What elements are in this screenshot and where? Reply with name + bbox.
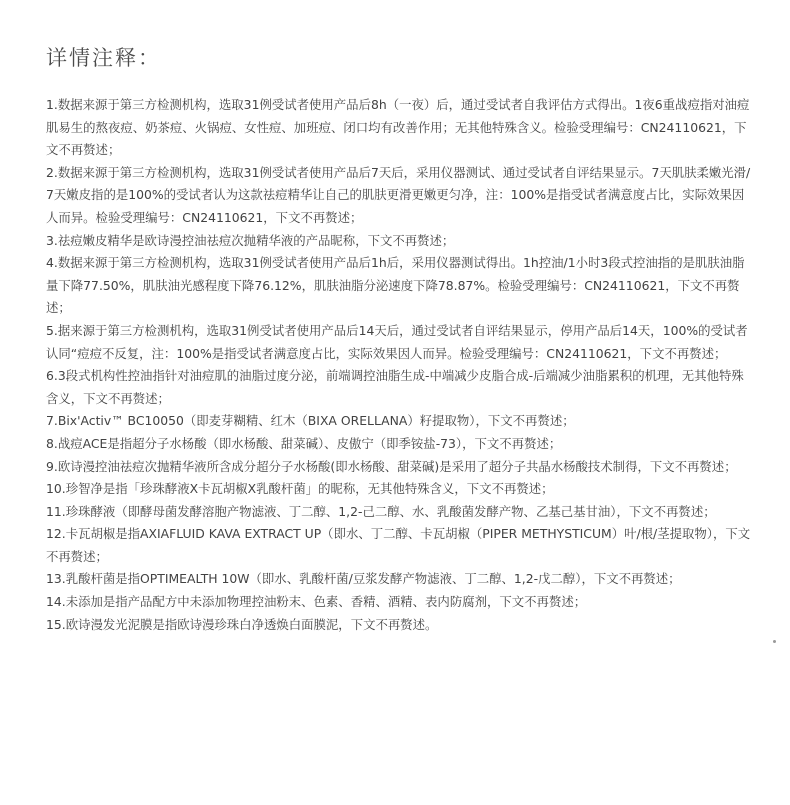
note-item: 4.数据来源于第三方检测机构，选取31例受试者使用产品后1h后，采用仪器测试得出。1h控油/1小时3段式控油指的是肌肤油脂量下降77.50%，肌肤油光感程度下降76.12%，肌肤油脂分泌速度下降78.87%。检验受理编号：CN24110621，下文不再赘述； [46, 255, 745, 316]
note-item: 5.据来源于第三方检测机构，选取31例受试者使用产品后14天后，通过受试者自评结果显示，停用产品后14天，100%的受试者认同“痘痘不反复，注：100%是指受试者满意度占比，实际效果因人而异。检验受理编号：CN24110621，下文不再赘述； [46, 322, 748, 361]
note-item: 9.欧诗漫控油祛痘次抛精华液所含成分超分子水杨酸(即水杨酸、甜菜碱)是采用了超分子共晶水杨酸技术制得，下文不再赘述； [46, 458, 737, 474]
note-item: 12.卡瓦胡椒是指AXIAFLUID KAVA EXTRACT UP（即水、丁二醇、卡瓦胡椒（PIPER METHYSTICUM）叶/根/茎提取物），下文不再赘述； [46, 526, 751, 564]
note-item: 13.乳酸杆菌是指OPTIMEALTH 10W（即水、乳酸杆菌/豆浆发酵产物滤液、丁二醇、1,2-戊二醇），下文不再赘述； [46, 571, 681, 587]
note-item: 14.未添加是指产品配方中未添加物理控油粉末、色素、香精、酒精、表内防腐剂，下文不再赘述； [46, 594, 587, 610]
page-title: 详情注释： [46, 46, 161, 70]
note-item: 7.Bix'Activ™ BC10050（即麦芽糊精、红木（BIXA ORELLANA）籽提取物），下文不再赘述； [46, 413, 575, 429]
note-item: 1.数据来源于第三方检测机构，选取31例受试者使用产品后8h（一夜）后，通过受试者自我评估方式得出。1夜6重战痘指对油痘肌易生的熬夜痘、奶茶痘、火锅痘、女性痘、加班痘、闭口均有改善作用；无其他特殊含义。检验受理编号：CN24110621，下文不再赘述； [46, 97, 750, 158]
note-item: 10.珍智净是指「珍珠酵液X卡瓦胡椒X乳酸杆菌」的昵称，无其他特殊含义，下文不再赘述； [46, 481, 554, 497]
note-item: 6.3段式机构性控油指针对油痘肌的油脂过度分泌，前端调控油脂生成-中端减少皮脂合成-后端减少油脂累积的机理，无其他特殊含义，下文不再赘述； [46, 368, 744, 406]
note-item: 2.数据来源于第三方检测机构，选取31例受试者使用产品后7天后，采用仪器测试、通过受试者自评结果显示。7天肌肤柔嫩光滑/7天嫩皮指的是100%的受试者认为这款祛痘精华让自己的肌肤更滑更嫩更匀净，注：100%是指受试者满意度占比，实际效果因人而异。检验受理编号：CN24110621，下文不再赘述； [46, 164, 751, 225]
note-item: 8.战痘ACE是指超分子水杨酸（即水杨酸、甜菜碱）、皮傲宁（即季铵盐-73），下文不再赘述； [46, 435, 562, 451]
decorative-dot [773, 640, 776, 643]
note-item: 11.珍珠酵液（即酵母菌发酵溶胞产物滤液、丁二醇、1,2-己二醇、水、乳酸菌发酵产物、乙基己基甘油），下文不再赘述； [46, 503, 716, 519]
note-item: 15.欧诗漫发光泥膜是指欧诗漫珍珠白净透焕白面膜泥，下文不再赘述。 [46, 616, 438, 632]
notes-list [46, 94, 754, 636]
note-item: 3.祛痘嫩皮精华是欧诗漫控油祛痘次抛精华液的产品昵称，下文不再赘述； [46, 232, 455, 248]
